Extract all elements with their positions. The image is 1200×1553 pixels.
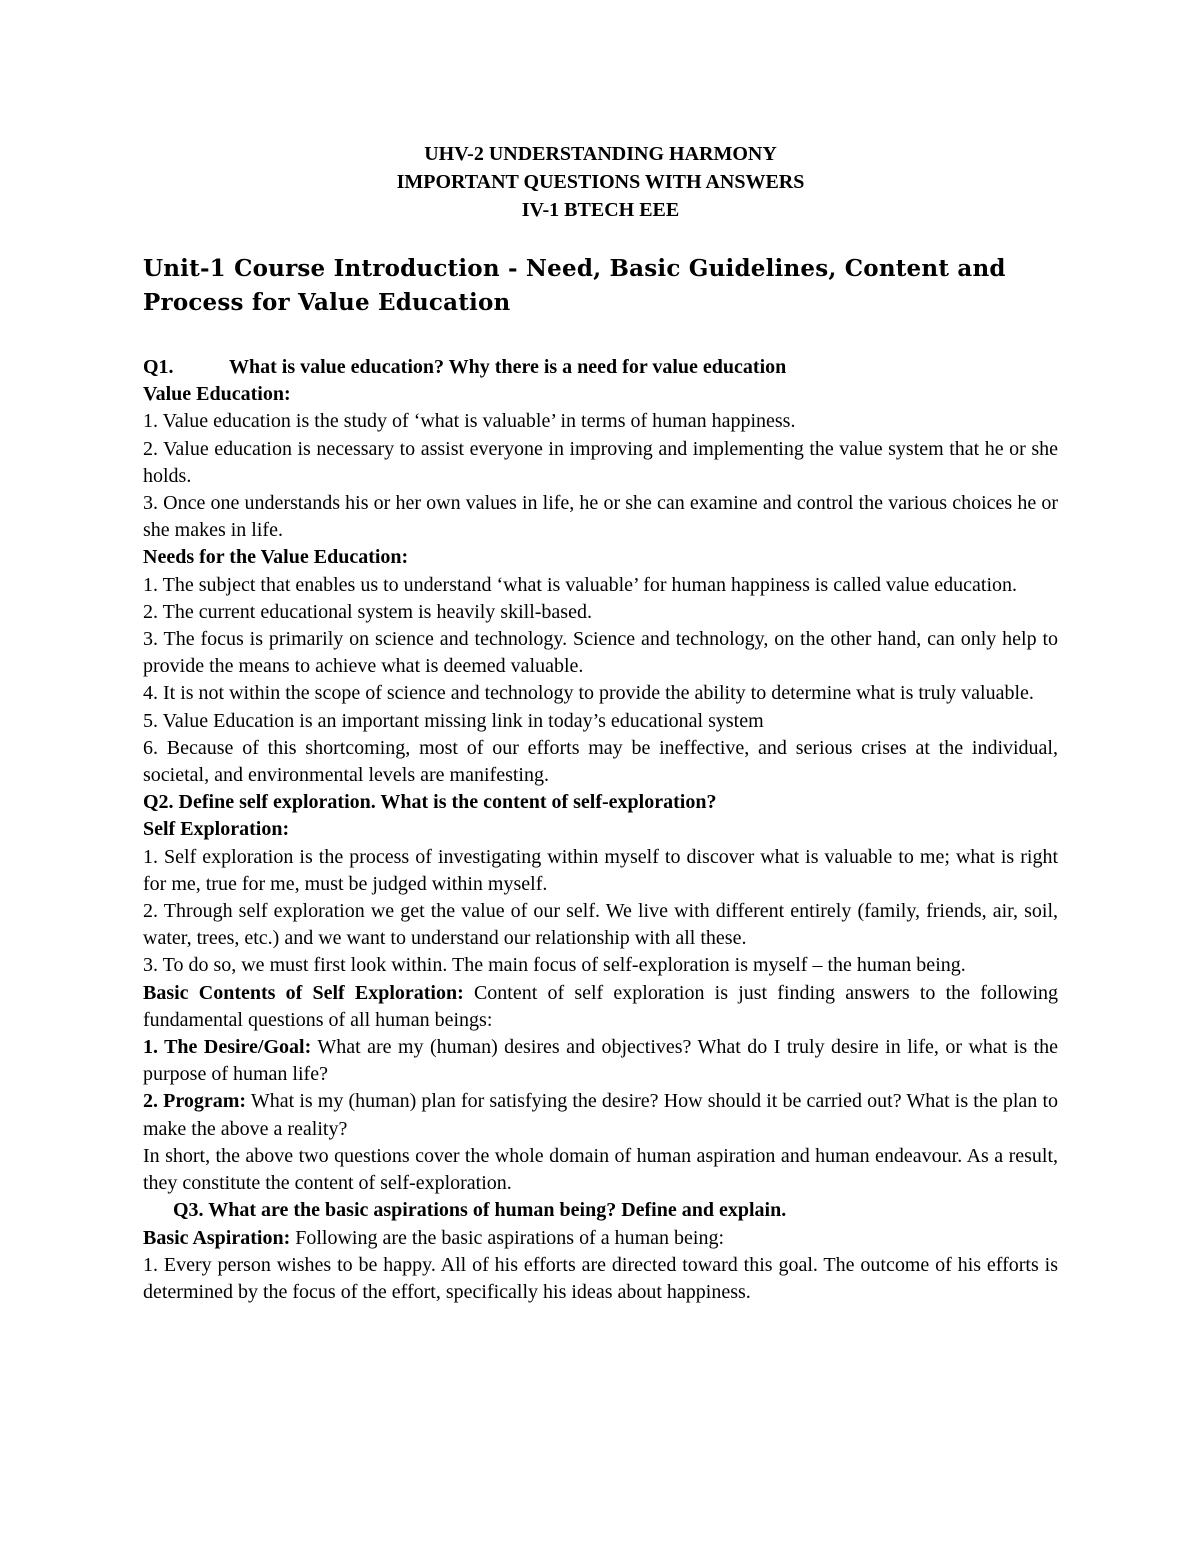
q1-need-point: 4. It is not within the scope of science and technology to provide the ability to determine what is truly valuable.	[143, 682, 1034, 705]
q2-desire-goal	[143, 1034, 1058, 1088]
q2-subheading-self-exploration: Self Exploration:	[143, 818, 290, 841]
document-page	[143, 140, 1058, 1306]
q2-program-text: What is my (human) plan for satisfying the desire? How should it be carried out? What is the plan to make the above a reality?	[143, 1090, 1058, 1140]
q2-point: 3. To do so, we must first look within. The main focus of self-exploration is myself – the human being.	[143, 954, 966, 977]
q1-need-point: 2. The current educational system is heavily skill-based.	[143, 600, 592, 623]
q2-point: 2. Through self exploration we get the value of our self. We live with different entirely (family, friends, air, soil, water, trees, etc.) and we want to understand our relationship with all these.	[143, 900, 1058, 950]
q3-basic-aspiration-label: Basic Aspiration:	[143, 1226, 291, 1249]
q3-basic-aspiration-text: Following are the basic aspirations of a human being:	[290, 1226, 725, 1249]
q1-point: 3. Once one understands his or her own values in life, he or she can examine and control the various choices he or she makes in life.	[143, 492, 1058, 542]
q2-program	[143, 1088, 1058, 1142]
header-subtitle: IMPORTANT QUESTIONS WITH ANSWERS	[396, 171, 805, 193]
q1-need-point: 1. The subject that enables us to understand ‘what is valuable’ for human happiness is called value education.	[143, 573, 1018, 596]
q1-subheading-value-education: Value Education:	[143, 383, 291, 406]
q2-basic-contents-label: Basic Contents of Self Exploration:	[143, 981, 464, 1004]
q2-desire-label: 1. The Desire/Goal:	[143, 1036, 312, 1059]
question-1-text: What is value education? Why there is a need for value education	[229, 356, 787, 378]
q2-program-label: 2. Program:	[143, 1090, 247, 1113]
q2-summary: In short, the above two questions cover the whole domain of human aspiration and human endeavour. As a result, they constitute the content of self-exploration.	[143, 1144, 1058, 1195]
question-1-heading	[143, 354, 1058, 381]
q2-desire-text: What are my (human) desires and objectives? What do I truly desire in life, or what is the purpose of human life?	[143, 1036, 1058, 1086]
question-3-heading: Q3. What are the basic aspirations of human being? Define and explain.	[173, 1199, 787, 1222]
q2-basic-contents-text: Content of self exploration is just finding answers to the following fundamental questions of all human beings:	[143, 981, 1058, 1031]
header-class: IV-1 BTECH EEE	[521, 199, 680, 221]
q1-need-point: 6. Because of this shortcoming, most of our efforts may be ineffective, and serious crises at the individual, societal, and environmental levels are manifesting.	[143, 736, 1058, 787]
unit-title: Unit-1 Course Introduction - Need, Basic Guidelines, Content and Process for Value Education	[143, 255, 1006, 316]
q1-point: 1. Value education is the study of ‘what is valuable’ in terms of human happiness.	[143, 410, 796, 433]
question-2-heading: Q2. Define self exploration. What is the content of self-exploration?	[143, 791, 717, 814]
q1-point: 2. Value education is necessary to assist everyone in improving and implementing the value system that he or she holds.	[143, 437, 1058, 487]
question-1-number: Q1.	[143, 356, 174, 378]
q1-subheading-needs: Needs for the Value Education:	[143, 546, 409, 569]
document-header	[143, 140, 1058, 224]
q3-point: 1. Every person wishes to be happy. All of his efforts are directed toward this goal. The outcome of his efforts is determined by the focus of the effort, specifically his ideas about happiness.	[143, 1253, 1058, 1303]
document-body	[143, 354, 1058, 1306]
q1-need-point: 3. The focus is primarily on science and technology. Science and technology, on the other hand, can only help to provide the means to achieve what is deemed valuable.	[143, 628, 1058, 678]
header-course-title: UHV-2 UNDERSTANDING HARMONY	[424, 143, 777, 165]
q1-need-point: 5. Value Education is an important missing link in today’s educational system	[143, 709, 764, 732]
q3-basic-aspiration	[143, 1225, 1058, 1252]
q2-basic-contents	[143, 980, 1058, 1034]
q2-point: 1. Self exploration is the process of investigating within myself to discover what is valuable to me; what is right for me, true for me, must be judged within myself.	[143, 845, 1058, 895]
